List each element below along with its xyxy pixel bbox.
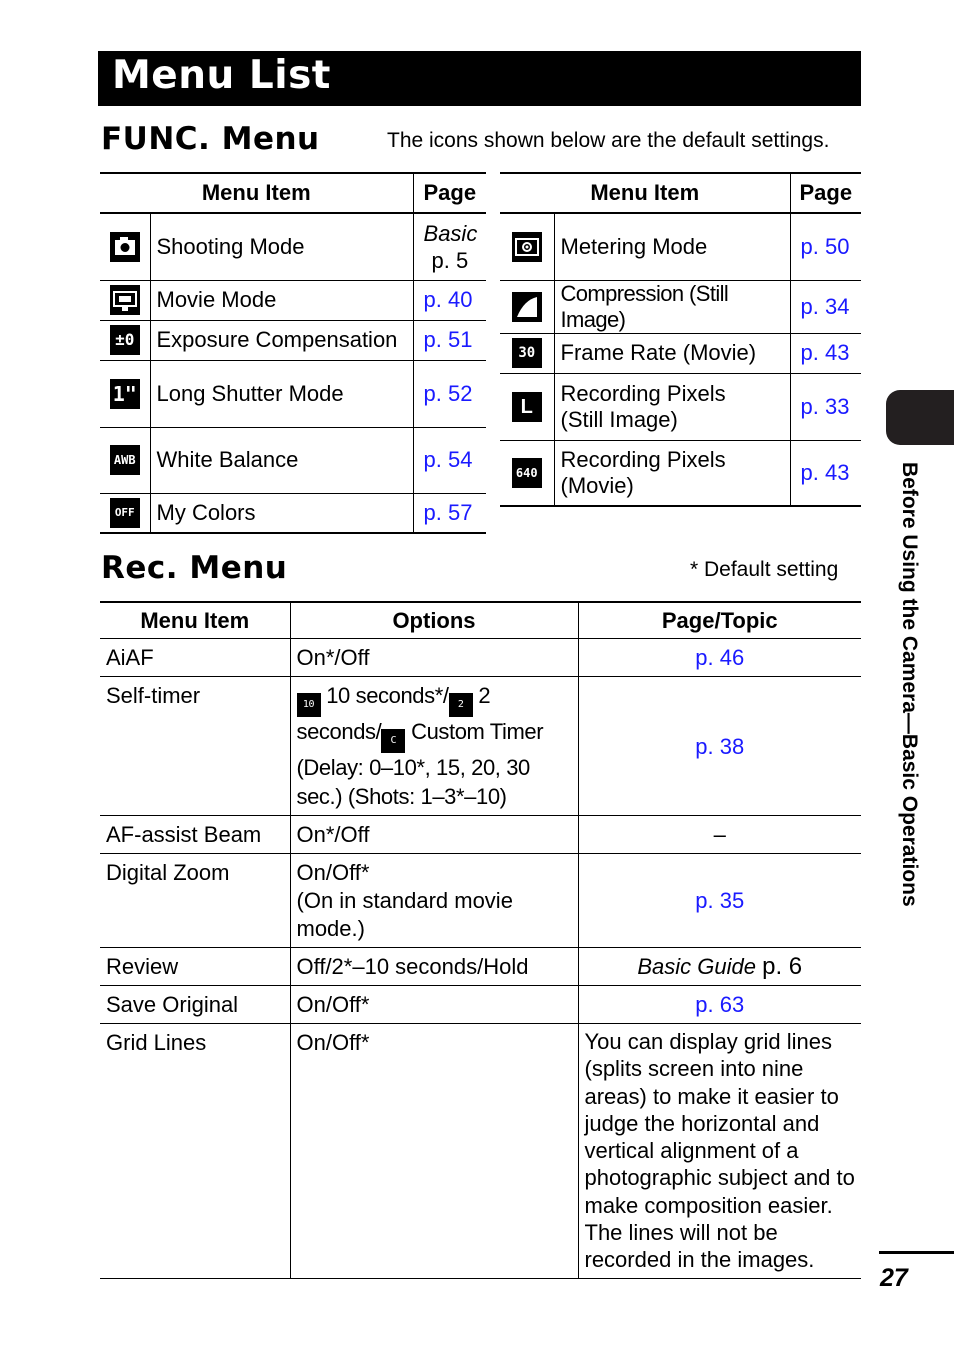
options-cell: On/Off* <box>290 1024 578 1279</box>
self-timer-delay: (Delay: 0–10*, 15, 20, 30 <box>296 755 530 780</box>
title-bar <box>98 51 861 106</box>
menu-item-label: Movie Mode <box>150 280 413 320</box>
rec-menu-heading: Rec. Menu <box>101 550 288 586</box>
table-row <box>100 280 486 320</box>
options-cell: Off/2*–10 seconds/Hold <box>290 948 578 986</box>
options-cell: On*/Off <box>290 816 578 854</box>
func-menu-heading: FUNC. Menu <box>101 121 320 157</box>
table-row <box>100 816 861 854</box>
menu-item-cell: Self-timer <box>100 677 290 816</box>
header-page: Page <box>790 173 861 213</box>
table-row <box>100 986 861 1024</box>
menu-item-cell: Digital Zoom <box>100 854 290 948</box>
table-row <box>100 639 861 677</box>
header-menu-item: Menu Item <box>500 173 790 213</box>
table-row <box>100 427 486 493</box>
my-colors-off-icon: OFF <box>110 498 140 528</box>
basic-guide-ref: Basic Guide <box>637 954 756 979</box>
table-row <box>500 373 861 440</box>
chapter-tab-label: Before Using the Camera—Basic Operations <box>898 462 921 907</box>
options-note: (On in standard movie mode.) <box>296 888 513 941</box>
compression-icon <box>512 292 542 322</box>
menu-item-label: My Colors <box>150 493 413 533</box>
table-row <box>100 320 486 360</box>
menu-item-label-sub: (Still Image) <box>560 406 678 432</box>
self-timer-custom-icon: C <box>381 729 405 753</box>
menu-item-cell: Grid Lines <box>100 1024 290 1279</box>
self-timer-option-custom: Custom Timer <box>411 719 544 744</box>
menu-item-label: Recording Pixels <box>560 446 726 472</box>
page-link[interactable]: p. 38 <box>695 733 745 759</box>
menu-item-label: Exposure Compensation <box>150 320 413 360</box>
page-number: 27 <box>880 1264 908 1292</box>
menu-item-label: Metering Mode <box>554 213 790 280</box>
menu-item-cell: Review <box>100 948 290 986</box>
func-table-right <box>500 172 861 507</box>
long-shutter-icon: 1" <box>110 379 140 409</box>
table-row <box>100 360 486 427</box>
header-page-topic: Page/Topic <box>578 602 861 639</box>
menu-item-label: White Balance <box>150 427 413 493</box>
table-row <box>500 213 861 280</box>
page-link[interactable]: p. 54 <box>423 447 473 472</box>
table-row <box>100 1024 861 1279</box>
camera-auto-icon <box>110 232 140 262</box>
table-row <box>100 948 861 986</box>
page-link[interactable]: p. 51 <box>423 327 473 352</box>
page-link[interactable]: p. 40 <box>423 287 473 312</box>
table-row <box>500 333 861 373</box>
menu-item-label: Recording Pixels <box>560 380 726 406</box>
self-timer-option-2s: 2 <box>478 683 491 708</box>
rec-menu-table <box>100 601 861 1279</box>
options-cell: On/Off* <box>290 986 578 1024</box>
page-ref: p. 5 <box>431 247 469 273</box>
self-timer-2-icon: 2 <box>449 693 473 717</box>
menu-item-cell: AF-assist Beam <box>100 816 290 854</box>
table-row <box>500 280 861 333</box>
table-row <box>100 677 861 816</box>
menu-item-cell: AiAF <box>100 639 290 677</box>
default-setting-note: * Default setting <box>690 558 839 581</box>
page-link[interactable]: p. 57 <box>423 499 473 525</box>
menu-item-label: Frame Rate (Movie) <box>554 333 790 373</box>
table-row <box>100 493 486 533</box>
grid-lines-description: You can display grid lines (splits screen into nine areas) to make it easier to judge the horizontal and vertical alignment of a photographic subject and to make composition easier. The lines will not be recorded in the images. <box>578 1024 861 1279</box>
self-timer-shots: sec.) (Shots: 1–3*–10) <box>296 784 507 809</box>
page-ref: p. 6 <box>762 953 803 980</box>
self-timer-10-icon: 10 <box>297 693 321 717</box>
menu-item-label-sub: (Movie) <box>560 472 634 498</box>
page-cell: – <box>578 816 861 854</box>
table-row <box>100 854 861 948</box>
header-menu-item: Menu Item <box>100 173 413 213</box>
page-link[interactable]: p. 34 <box>800 293 850 319</box>
page-title: Menu List <box>112 53 331 98</box>
header-menu-item: Menu Item <box>100 602 290 639</box>
menu-item-cell: Save Original <box>100 986 290 1024</box>
basic-guide-ref: Basic <box>423 220 478 246</box>
page-link[interactable]: p. 46 <box>695 645 745 670</box>
movie-icon <box>110 285 140 315</box>
menu-item-label: Compression (Still Image) <box>554 280 790 333</box>
large-icon: L <box>512 392 542 422</box>
awb-icon: AWB <box>110 445 140 475</box>
page-link[interactable]: p. 52 <box>423 380 473 406</box>
chapter-tab <box>886 390 954 445</box>
self-timer-option-seconds: seconds/ <box>296 719 382 744</box>
page-link[interactable]: p. 35 <box>695 888 745 913</box>
640-icon: 640 <box>512 458 542 488</box>
exposure-compensation-icon: ±0 <box>110 325 140 355</box>
frame-rate-30-icon: 30 <box>512 338 542 368</box>
menu-item-label: Shooting Mode <box>150 213 413 280</box>
header-page: Page <box>413 173 486 213</box>
metering-icon <box>512 232 542 262</box>
func-table-left <box>100 172 486 534</box>
table-row <box>100 213 486 280</box>
page-link[interactable]: p. 50 <box>800 233 850 259</box>
options-cell: On/Off* <box>296 860 370 885</box>
page-link[interactable]: p. 63 <box>695 992 745 1017</box>
options-cell: On*/Off <box>290 639 578 677</box>
page-link[interactable]: p. 33 <box>800 393 850 419</box>
page-link[interactable]: p. 43 <box>800 459 850 485</box>
table-row <box>500 440 861 506</box>
menu-item-label: Long Shutter Mode <box>150 360 413 427</box>
self-timer-option-10s: 10 seconds*/ <box>326 683 449 708</box>
page-number-rule <box>879 1251 954 1254</box>
header-options: Options <box>290 602 578 639</box>
page-link[interactable]: p. 43 <box>800 340 850 365</box>
func-menu-note: The icons shown below are the default settings. <box>387 129 830 152</box>
